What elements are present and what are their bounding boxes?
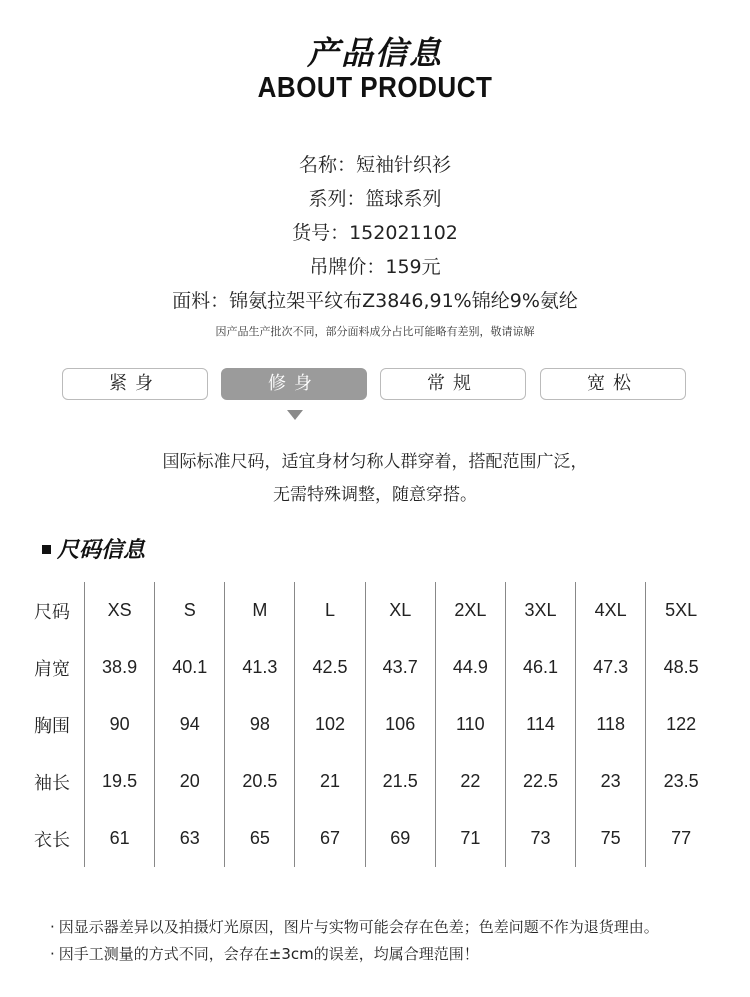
note-item — [50, 914, 730, 941]
size-table-cell: 41.3 — [225, 639, 295, 696]
size-table-cell: XS — [85, 582, 155, 639]
size-table-row-label: 肩宽 — [34, 658, 70, 680]
size-table-cell: XL — [365, 582, 435, 639]
page-title-cn: 产品信息 — [306, 34, 443, 72]
size-table-cell: 21.5 — [365, 753, 435, 810]
selected-indicator-arrow-icon — [287, 410, 303, 420]
note-item — [50, 941, 730, 968]
size-table-cell: 61 — [85, 810, 155, 867]
note-text: 因显示器差异以及拍摄灯光原因，图片与实物可能会存在色差；色差问题不作为退货理由。 — [58, 918, 659, 936]
info-item-number: 货号：152021102 — [292, 222, 458, 244]
size-table-cell: 90 — [85, 696, 155, 753]
size-table-cell: 65 — [225, 810, 295, 867]
fit-description — [0, 446, 750, 512]
size-table-cell: M — [225, 582, 295, 639]
size-table-cell: S — [155, 582, 225, 639]
fit-selector — [62, 368, 688, 402]
size-table-cell: 73 — [505, 810, 575, 867]
size-table-cell: 122 — [646, 696, 716, 753]
size-table-cell: 77 — [646, 810, 716, 867]
size-table-row — [34, 639, 716, 696]
size-table-cell: 20.5 — [225, 753, 295, 810]
size-table-cell: 23 — [576, 753, 646, 810]
info-series: 系列：篮球系列 — [308, 188, 442, 210]
size-table-cell: 118 — [576, 696, 646, 753]
size-table-cell: 2XL — [435, 582, 505, 639]
size-table-cell: 43.7 — [365, 639, 435, 696]
size-table-row-label: 衣长 — [34, 829, 70, 851]
size-table-cell: L — [295, 582, 365, 639]
size-table-cell: 98 — [225, 696, 295, 753]
size-table-row-label: 袖长 — [34, 772, 70, 794]
size-table-cell: 23.5 — [646, 753, 716, 810]
size-table-row-label: 尺码 — [34, 601, 70, 623]
fit-option-regular[interactable]: 常规 — [380, 368, 526, 400]
size-table-cell: 106 — [365, 696, 435, 753]
size-section-heading — [42, 534, 145, 568]
size-table — [34, 582, 716, 867]
dot-bullet-icon: · — [50, 945, 55, 963]
fit-option-loose[interactable]: 宽松 — [540, 368, 686, 400]
size-table-cell: 22 — [435, 753, 505, 810]
fit-option-slim[interactable]: 修身 — [221, 368, 367, 400]
size-table-cell: 21 — [295, 753, 365, 810]
page-title-en: ABOUT PRODUCT — [257, 70, 493, 104]
info-note: 因产品生产批次不同，部分面料成分占比可能略有差别，敬请谅解 — [215, 325, 535, 338]
info-fabric: 面料：锦氨拉架平纹布Z3846,91%锦纶9%氨纶 — [172, 290, 578, 312]
dot-bullet-icon: · — [50, 918, 55, 936]
size-table-cell: 22.5 — [505, 753, 575, 810]
size-table-row — [34, 753, 716, 810]
size-table-cell: 67 — [295, 810, 365, 867]
size-table-cell: 69 — [365, 810, 435, 867]
size-table-cell: 102 — [295, 696, 365, 753]
size-table-cell: 47.3 — [576, 639, 646, 696]
size-table-cell: 75 — [576, 810, 646, 867]
note-text: 因手工测量的方式不同，会存在±3cm的误差，均属合理范围！ — [58, 945, 479, 963]
fit-description-line: 国际标准尺码，适宜身材匀称人群穿着，搭配范围广泛， — [162, 452, 588, 472]
size-table-cell: 3XL — [505, 582, 575, 639]
product-info — [0, 148, 750, 340]
size-table-row — [34, 696, 716, 753]
size-table-cell: 4XL — [576, 582, 646, 639]
size-table-cell: 20 — [155, 753, 225, 810]
size-table-cell: 46.1 — [505, 639, 575, 696]
size-table-cell: 114 — [505, 696, 575, 753]
size-table-row — [34, 810, 716, 867]
size-table-cell: 40.1 — [155, 639, 225, 696]
size-table-cell: 63 — [155, 810, 225, 867]
size-table-cell: 42.5 — [295, 639, 365, 696]
square-bullet-icon — [42, 545, 51, 554]
size-table-header-row — [34, 582, 716, 639]
fit-option-tight[interactable]: 紧身 — [62, 368, 208, 400]
size-table-cell: 44.9 — [435, 639, 505, 696]
size-table-cell: 5XL — [646, 582, 716, 639]
size-section-title: 尺码信息 — [57, 538, 146, 563]
fit-description-line: 无需特殊调整，随意穿搭。 — [273, 485, 477, 505]
size-table-cell: 71 — [435, 810, 505, 867]
size-table-cell: 48.5 — [646, 639, 716, 696]
size-table-cell: 110 — [435, 696, 505, 753]
size-table-cell: 38.9 — [85, 639, 155, 696]
size-table-row-label: 胸围 — [34, 715, 70, 737]
info-name: 名称：短袖针织衫 — [298, 154, 451, 176]
info-price: 吊牌价：159元 — [309, 256, 441, 278]
size-table-cell: 94 — [155, 696, 225, 753]
disclaimer-notes — [50, 914, 730, 968]
size-table-cell: 19.5 — [85, 753, 155, 810]
